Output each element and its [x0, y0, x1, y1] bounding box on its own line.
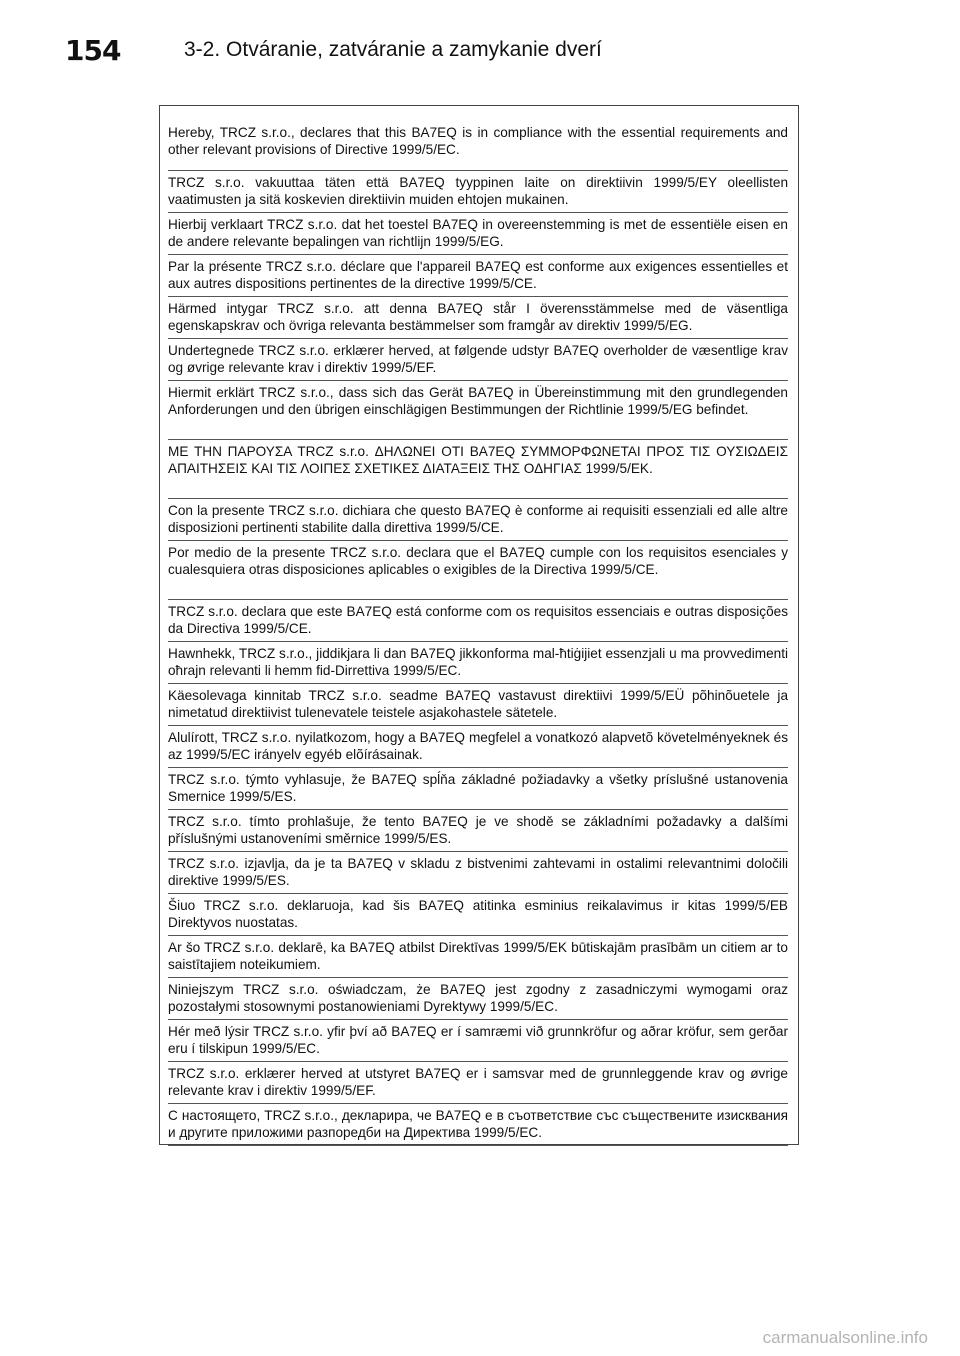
declaration-item: Alulírott, TRCZ s.r.o. nyilatkozom, hogy a BA7EQ megfelel a vonatkozó alapvetõ követelményeknek és az 1999/5/EC irányelv egyéb elõírásainak. [168, 726, 788, 768]
declaration-item: Käesolevaga kinnitab TRCZ s.r.o. seadme BA7EQ vastavust direktiivi 1999/5/EÜ põhinõuetele ja nimetatud direktiivist tulenevatele teistele asjakohastele sätetele. [168, 684, 788, 726]
declaration-item: Con la presente TRCZ s.r.o. dichiara che questo BA7EQ è conforme ai requisiti essenziali ed alle altre disposizioni pertinenti stabilite dalla direttiva 1999/5/CE. [168, 499, 788, 541]
declaration-item: Hér með lýsir TRCZ s.r.o. yfir því að BA7EQ er í samræmi við grunnkröfur og aðrar kröfur, sem gerðar eru í tilskipun 1999/5/EC. [168, 1020, 788, 1062]
declaration-item: Hiermit erklärt TRCZ s.r.o., dass sich das Gerät BA7EQ in Übereinstimmung mit den grundlegenden Anforderungen und den übrigen einschlägigen Bestimmungen der Richtlinie 1999/5/EG befindet. [168, 381, 788, 440]
declaration-item: TRCZ s.r.o. tímto prohlašuje, že tento BA7EQ je ve shodě se základními požadavky a dalšími příslušnými ustanoveními směrnice 1999/5/ES. [168, 810, 788, 852]
section-title: 3-2. Otváranie, zatváranie a zamykanie dverí [184, 38, 602, 61]
declaration-box [159, 105, 799, 1145]
declaration-item: Hawnhekk, TRCZ s.r.o., jiddikjara li dan BA7EQ jikkonforma mal-ħtiġijiet essenzjali u ma provvedimenti oħrajn relevanti li hemm fid-Dirrettiva 1999/5/EC. [168, 642, 788, 684]
declaration-item: Niniejszym TRCZ s.r.o. oświadczam, że BA7EQ jest zgodny z zasadniczymi wymogami oraz pozostałymi stosownymi postanowieniami Dyrektywy 1999/5/EC. [168, 978, 788, 1020]
declaration-item: Hierbij verklaart TRCZ s.r.o. dat het toestel BA7EQ in overeenstemming is met de essentiële eisen en de andere relevante bepalingen van richtlijn 1999/5/EG. [168, 213, 788, 255]
declaration-item: ΜΕ ΤΗΝ ΠΑΡΟΥΣΑ TRCZ s.r.o. ΔΗΛΩΝΕΙ ΟΤΙ BA7EQ ΣΥΜΜΟΡΦΩΝΕΤΑΙ ΠΡΟΣ ΤΙΣ ΟΥΣΙΩΔΕΙΣ ΑΠΑΙΤΗΣΕΙΣ ΚΑΙ ΤΙΣ ΛΟΙΠΕΣ ΣΧΕΤΙΚΕΣ ΔΙΑΤΑΞΕΙΣ ΤΗΣ ΟΔΗΓΙΑΣ 1999/5/ΕΚ. [168, 440, 788, 499]
declaration-item: TRCZ s.r.o. týmto vyhlasuje, že BA7EQ spĺňa základné požiadavky a všetky príslušné ustanovenia Smernice 1999/5/ES. [168, 768, 788, 810]
page-header [0, 0, 960, 90]
declaration-item: TRCZ s.r.o. erklærer herved at utstyret BA7EQ er i samsvar med de grunnleggende krav og øvrige relevante krav i direktiv 1999/5/EF. [168, 1062, 788, 1104]
page-number: 154 [65, 34, 121, 67]
declaration-item: TRCZ s.r.o. vakuuttaa täten että BA7EQ tyyppinen laite on direktiivin 1999/5/EY oleellisten vaatimusten ja sitä koskevien direktiivin muiden ehtojen mukainen. [168, 171, 788, 213]
watermark: carmanualsonline.info [762, 1328, 928, 1347]
declaration-item: Par la présente TRCZ s.r.o. déclare que l'appareil BA7EQ est conforme aux exigences essentielles et aux autres dispositions pertinentes de la directive 1999/5/CE. [168, 255, 788, 297]
declaration-item: Härmed intygar TRCZ s.r.o. att denna BA7EQ står I överensstämmelse med de väsentliga egenskapskrav och övriga relevanta bestämmelser som framgår av direktiv 1999/5/EG. [168, 297, 788, 339]
declaration-item: Por medio de la presente TRCZ s.r.o. declara que el BA7EQ cumple con los requisitos esenciales y cualesquiera otras disposiciones aplicables o exigibles de la Directiva 1999/5/CE. [168, 541, 788, 600]
declaration-item: Šiuo TRCZ s.r.o. deklaruoja, kad šis BA7EQ atitinka esminius reikalavimus ir kitas 1999/5/EB Direktyvos nuostatas. [168, 894, 788, 936]
declaration-item: С настоящето, TRCZ s.r.o., декларира, че BA7EQ е в съответствие със съществените изисквания и другите приложими разпоредби на Директива 1999/5/ЕС. [168, 1104, 788, 1146]
declarations-list [168, 118, 788, 1146]
declaration-item: TRCZ s.r.o. izjavlja, da je ta BA7EQ v skladu z bistvenimi zahtevami in ostalimi relevantnimi določili direktive 1999/5/ES. [168, 852, 788, 894]
declaration-item: Hereby, TRCZ s.r.o., declares that this BA7EQ is in compliance with the essential requirements and other relevant provisions of Directive 1999/5/EC. [168, 118, 788, 171]
declaration-item: Ar šo TRCZ s.r.o. deklarē, ka BA7EQ atbilst Direktīvas 1999/5/EK būtiskajām prasībām un citiem ar to saistītajiem noteikumiem. [168, 936, 788, 978]
declaration-item: Undertegnede TRCZ s.r.o. erklærer herved, at følgende udstyr BA7EQ overholder de væsentlige krav og øvrige relevante krav i direktiv 1999/5/EF. [168, 339, 788, 381]
declaration-item: TRCZ s.r.o. declara que este BA7EQ está conforme com os requisitos essenciais e outras disposições da Directiva 1999/5/CE. [168, 600, 788, 642]
